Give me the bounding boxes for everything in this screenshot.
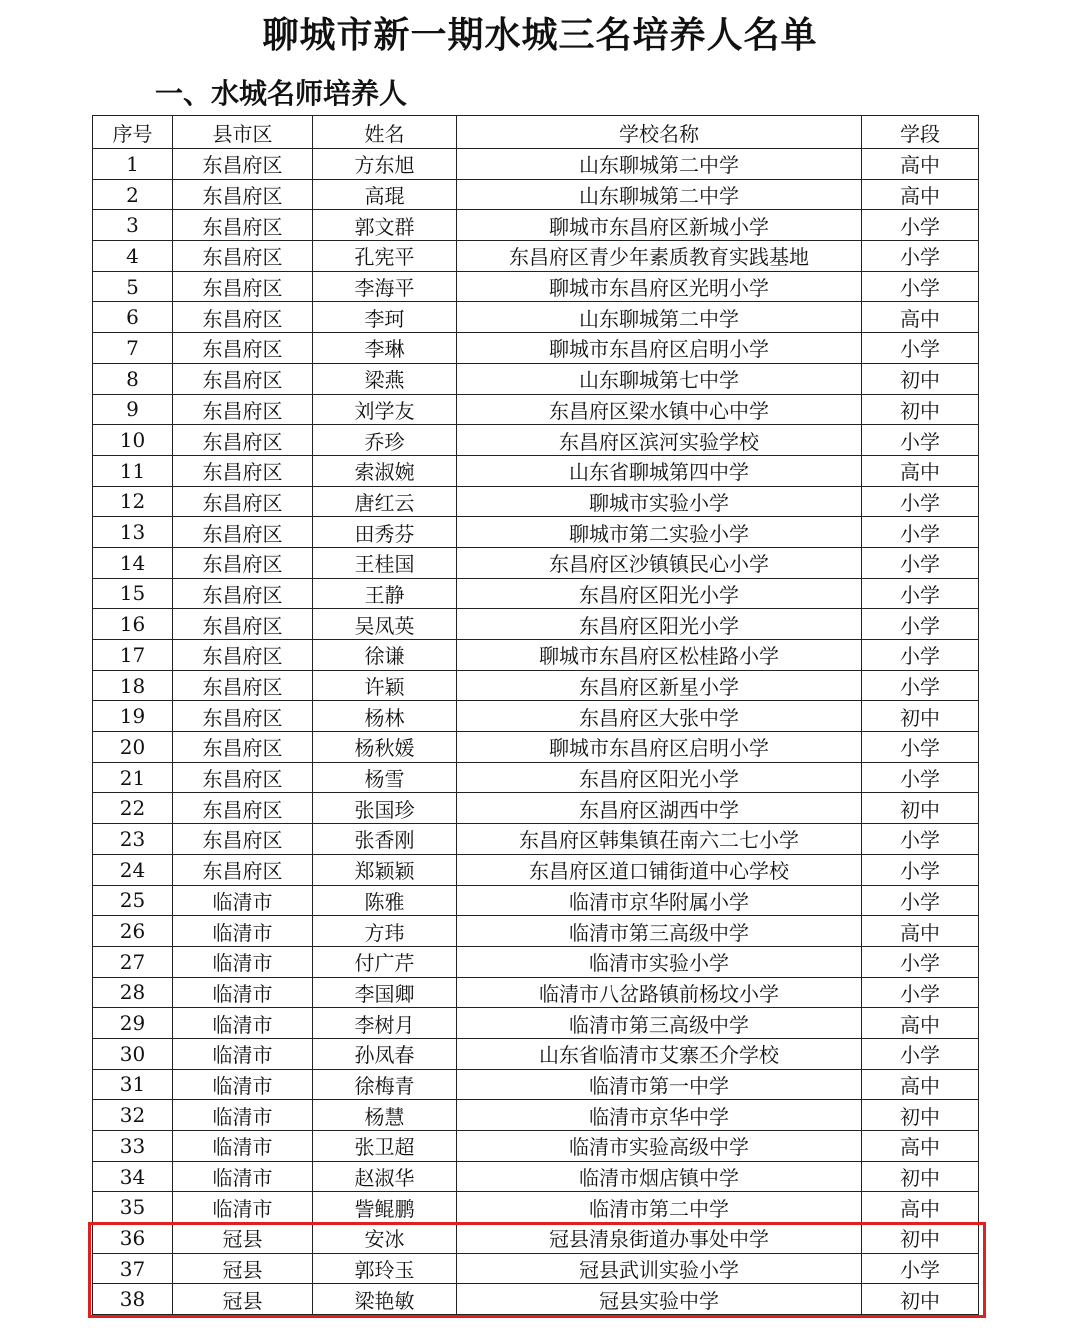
cell-school: 东昌府区新星小学 bbox=[457, 670, 862, 701]
cell-name: 方东旭 bbox=[313, 149, 457, 180]
cell-district: 东昌府区 bbox=[173, 241, 313, 272]
cell-stage: 小学 bbox=[862, 547, 979, 578]
table-row bbox=[93, 885, 979, 916]
cell-district: 东昌府区 bbox=[173, 701, 313, 732]
cell-stage: 小学 bbox=[862, 885, 979, 916]
table-body bbox=[93, 149, 979, 1315]
cell-school: 冠县实验中学 bbox=[457, 1284, 862, 1315]
cell-stage: 小学 bbox=[862, 1253, 979, 1284]
cell-name: 赵淑华 bbox=[313, 1161, 457, 1192]
table-row bbox=[93, 793, 979, 824]
cell-name: 陈雅 bbox=[313, 885, 457, 916]
table-row bbox=[93, 977, 979, 1008]
cell-stage: 小学 bbox=[862, 517, 979, 548]
table-row bbox=[93, 1192, 979, 1223]
cell-district: 临清市 bbox=[173, 1192, 313, 1223]
cell-school: 聊城市东昌府区松桂路小学 bbox=[457, 640, 862, 671]
table-row bbox=[93, 179, 979, 210]
table-row bbox=[93, 578, 979, 609]
header-school: 学校名称 bbox=[457, 116, 862, 149]
cell-index: 19 bbox=[93, 701, 173, 732]
cell-stage: 小学 bbox=[862, 333, 979, 364]
cell-name: 訾鲲鹏 bbox=[313, 1192, 457, 1223]
table-row bbox=[93, 670, 979, 701]
cell-index: 8 bbox=[93, 363, 173, 394]
cell-district: 东昌府区 bbox=[173, 854, 313, 885]
cell-name: 安冰 bbox=[313, 1223, 457, 1254]
cell-school: 东昌府区韩集镇茌南六二七小学 bbox=[457, 824, 862, 855]
cell-stage: 初中 bbox=[862, 363, 979, 394]
cell-school: 临清市实验小学 bbox=[457, 946, 862, 977]
table-row bbox=[93, 762, 979, 793]
cell-name: 李海平 bbox=[313, 271, 457, 302]
cell-index: 5 bbox=[93, 271, 173, 302]
cell-stage: 小学 bbox=[862, 609, 979, 640]
cell-name: 杨林 bbox=[313, 701, 457, 732]
table-row bbox=[93, 640, 979, 671]
table-row bbox=[93, 1131, 979, 1162]
cell-district: 东昌府区 bbox=[173, 179, 313, 210]
cell-district: 东昌府区 bbox=[173, 149, 313, 180]
cell-district: 东昌府区 bbox=[173, 394, 313, 425]
table-row bbox=[93, 1161, 979, 1192]
table-row bbox=[93, 946, 979, 977]
cell-name: 李琳 bbox=[313, 333, 457, 364]
cell-school: 山东聊城第二中学 bbox=[457, 179, 862, 210]
cell-stage: 高中 bbox=[862, 149, 979, 180]
cell-index: 16 bbox=[93, 609, 173, 640]
cell-name: 郑颖颖 bbox=[313, 854, 457, 885]
cell-name: 高琨 bbox=[313, 179, 457, 210]
cell-name: 张香刚 bbox=[313, 824, 457, 855]
cell-index: 37 bbox=[93, 1253, 173, 1284]
cell-district: 临清市 bbox=[173, 946, 313, 977]
cell-stage: 小学 bbox=[862, 210, 979, 241]
cell-name: 杨秋媛 bbox=[313, 732, 457, 763]
cell-stage: 高中 bbox=[862, 1192, 979, 1223]
table-row bbox=[93, 1284, 979, 1315]
cell-district: 东昌府区 bbox=[173, 670, 313, 701]
cell-school: 临清市烟店镇中学 bbox=[457, 1161, 862, 1192]
cell-index: 29 bbox=[93, 1008, 173, 1039]
cell-name: 孔宪平 bbox=[313, 241, 457, 272]
cell-index: 34 bbox=[93, 1161, 173, 1192]
cell-stage: 小学 bbox=[862, 732, 979, 763]
cell-index: 13 bbox=[93, 517, 173, 548]
cell-school: 临清市第三高级中学 bbox=[457, 916, 862, 947]
cell-school: 东昌府区阳光小学 bbox=[457, 609, 862, 640]
document-title: 聊城市新一期水城三名培养人名单 bbox=[262, 15, 818, 56]
cell-name: 刘学友 bbox=[313, 394, 457, 425]
cell-name: 杨雪 bbox=[313, 762, 457, 793]
cell-name: 唐红云 bbox=[313, 486, 457, 517]
cell-name: 李树月 bbox=[313, 1008, 457, 1039]
cell-school: 聊城市东昌府区光明小学 bbox=[457, 271, 862, 302]
cell-index: 22 bbox=[93, 793, 173, 824]
cell-index: 20 bbox=[93, 732, 173, 763]
cell-school: 山东省聊城第四中学 bbox=[457, 455, 862, 486]
cell-stage: 初中 bbox=[862, 1223, 979, 1254]
table-row bbox=[93, 1008, 979, 1039]
cell-school: 聊城市实验小学 bbox=[457, 486, 862, 517]
cell-district: 冠县 bbox=[173, 1223, 313, 1254]
section-heading: 一、水城名师培养人 bbox=[155, 77, 408, 110]
cell-index: 14 bbox=[93, 547, 173, 578]
cell-index: 7 bbox=[93, 333, 173, 364]
cell-school: 山东聊城第二中学 bbox=[457, 302, 862, 333]
table-row bbox=[93, 916, 979, 947]
cell-index: 23 bbox=[93, 824, 173, 855]
cell-district: 临清市 bbox=[173, 977, 313, 1008]
cell-district: 东昌府区 bbox=[173, 425, 313, 456]
cell-name: 索淑婉 bbox=[313, 455, 457, 486]
cell-district: 东昌府区 bbox=[173, 824, 313, 855]
cell-district: 东昌府区 bbox=[173, 578, 313, 609]
cell-index: 32 bbox=[93, 1100, 173, 1131]
cell-stage: 初中 bbox=[862, 701, 979, 732]
cell-name: 吴凤英 bbox=[313, 609, 457, 640]
table-row bbox=[93, 732, 979, 763]
cell-name: 王桂国 bbox=[313, 547, 457, 578]
roster-table bbox=[92, 115, 979, 1315]
cell-school: 临清市实验高级中学 bbox=[457, 1131, 862, 1162]
cell-index: 35 bbox=[93, 1192, 173, 1223]
table-row bbox=[93, 824, 979, 855]
cell-district: 东昌府区 bbox=[173, 271, 313, 302]
cell-district: 冠县 bbox=[173, 1284, 313, 1315]
cell-district: 东昌府区 bbox=[173, 762, 313, 793]
cell-school: 临清市第一中学 bbox=[457, 1069, 862, 1100]
table-row bbox=[93, 241, 979, 272]
cell-stage: 小学 bbox=[862, 578, 979, 609]
cell-index: 12 bbox=[93, 486, 173, 517]
cell-stage: 小学 bbox=[862, 854, 979, 885]
table-row bbox=[93, 425, 979, 456]
cell-stage: 小学 bbox=[862, 670, 979, 701]
cell-index: 31 bbox=[93, 1069, 173, 1100]
cell-school: 临清市第三高级中学 bbox=[457, 1008, 862, 1039]
cell-stage: 高中 bbox=[862, 1131, 979, 1162]
table-row bbox=[93, 333, 979, 364]
cell-name: 张卫超 bbox=[313, 1131, 457, 1162]
cell-index: 18 bbox=[93, 670, 173, 701]
cell-name: 王静 bbox=[313, 578, 457, 609]
cell-name: 李珂 bbox=[313, 302, 457, 333]
table-row bbox=[93, 1223, 979, 1254]
cell-stage: 高中 bbox=[862, 179, 979, 210]
cell-index: 28 bbox=[93, 977, 173, 1008]
cell-name: 梁艳敏 bbox=[313, 1284, 457, 1315]
cell-index: 11 bbox=[93, 455, 173, 486]
cell-school: 东昌府区滨河实验学校 bbox=[457, 425, 862, 456]
cell-index: 4 bbox=[93, 241, 173, 272]
table-row bbox=[93, 701, 979, 732]
cell-name: 徐谦 bbox=[313, 640, 457, 671]
cell-name: 徐梅青 bbox=[313, 1069, 457, 1100]
cell-school: 东昌府区沙镇镇民心小学 bbox=[457, 547, 862, 578]
table-row bbox=[93, 517, 979, 548]
cell-school: 山东聊城第二中学 bbox=[457, 149, 862, 180]
cell-stage: 小学 bbox=[862, 824, 979, 855]
cell-district: 东昌府区 bbox=[173, 302, 313, 333]
cell-school: 聊城市东昌府区启明小学 bbox=[457, 333, 862, 364]
table-row bbox=[93, 149, 979, 180]
cell-district: 临清市 bbox=[173, 1161, 313, 1192]
cell-district: 临清市 bbox=[173, 1069, 313, 1100]
cell-name: 李国卿 bbox=[313, 977, 457, 1008]
cell-district: 东昌府区 bbox=[173, 547, 313, 578]
table-row bbox=[93, 1253, 979, 1284]
cell-index: 6 bbox=[93, 302, 173, 333]
table-row bbox=[93, 271, 979, 302]
cell-name: 孙凤春 bbox=[313, 1038, 457, 1069]
cell-name: 杨慧 bbox=[313, 1100, 457, 1131]
table-row bbox=[93, 455, 979, 486]
cell-index: 36 bbox=[93, 1223, 173, 1254]
cell-district: 东昌府区 bbox=[173, 732, 313, 763]
cell-district: 临清市 bbox=[173, 1100, 313, 1131]
cell-school: 聊城市第二实验小学 bbox=[457, 517, 862, 548]
cell-stage: 小学 bbox=[862, 271, 979, 302]
cell-district: 临清市 bbox=[173, 1038, 313, 1069]
cell-school: 东昌府区大张中学 bbox=[457, 701, 862, 732]
cell-index: 1 bbox=[93, 149, 173, 180]
cell-school: 冠县武训实验小学 bbox=[457, 1253, 862, 1284]
cell-school: 临清市京华中学 bbox=[457, 1100, 862, 1131]
cell-name: 乔珍 bbox=[313, 425, 457, 456]
header-stage: 学段 bbox=[862, 116, 979, 149]
cell-index: 21 bbox=[93, 762, 173, 793]
cell-stage: 高中 bbox=[862, 302, 979, 333]
cell-index: 24 bbox=[93, 854, 173, 885]
header-index: 序号 bbox=[93, 116, 173, 149]
cell-district: 东昌府区 bbox=[173, 793, 313, 824]
cell-stage: 小学 bbox=[862, 425, 979, 456]
cell-school: 东昌府区湖西中学 bbox=[457, 793, 862, 824]
cell-school: 聊城市东昌府区新城小学 bbox=[457, 210, 862, 241]
cell-school: 临清市八岔路镇前杨坟小学 bbox=[457, 977, 862, 1008]
cell-school: 临清市第二中学 bbox=[457, 1192, 862, 1223]
table-row bbox=[93, 1100, 979, 1131]
table-row bbox=[93, 1038, 979, 1069]
cell-school: 冠县清泉街道办事处中学 bbox=[457, 1223, 862, 1254]
cell-stage: 初中 bbox=[862, 1161, 979, 1192]
table-row bbox=[93, 609, 979, 640]
cell-stage: 小学 bbox=[862, 640, 979, 671]
cell-district: 冠县 bbox=[173, 1253, 313, 1284]
cell-district: 临清市 bbox=[173, 916, 313, 947]
cell-school: 临清市京华附属小学 bbox=[457, 885, 862, 916]
cell-school: 东昌府区道口铺街道中心学校 bbox=[457, 854, 862, 885]
cell-index: 17 bbox=[93, 640, 173, 671]
cell-name: 田秀芬 bbox=[313, 517, 457, 548]
cell-school: 东昌府区梁水镇中心中学 bbox=[457, 394, 862, 425]
cell-index: 10 bbox=[93, 425, 173, 456]
cell-index: 26 bbox=[93, 916, 173, 947]
cell-district: 临清市 bbox=[173, 1008, 313, 1039]
cell-name: 梁燕 bbox=[313, 363, 457, 394]
cell-district: 临清市 bbox=[173, 1131, 313, 1162]
table-row bbox=[93, 1069, 979, 1100]
cell-district: 东昌府区 bbox=[173, 486, 313, 517]
cell-stage: 初中 bbox=[862, 1100, 979, 1131]
cell-index: 9 bbox=[93, 394, 173, 425]
table-row bbox=[93, 302, 979, 333]
cell-index: 3 bbox=[93, 210, 173, 241]
header-district: 县市区 bbox=[173, 116, 313, 149]
cell-district: 东昌府区 bbox=[173, 455, 313, 486]
cell-stage: 小学 bbox=[862, 486, 979, 517]
cell-stage: 小学 bbox=[862, 762, 979, 793]
cell-index: 27 bbox=[93, 946, 173, 977]
cell-district: 东昌府区 bbox=[173, 333, 313, 364]
table-row bbox=[93, 486, 979, 517]
table-row bbox=[93, 210, 979, 241]
cell-stage: 高中 bbox=[862, 1008, 979, 1039]
cell-stage: 小学 bbox=[862, 241, 979, 272]
cell-stage: 小学 bbox=[862, 1038, 979, 1069]
cell-school: 东昌府区青少年素质教育实践基地 bbox=[457, 241, 862, 272]
cell-name: 付广芹 bbox=[313, 946, 457, 977]
cell-stage: 小学 bbox=[862, 977, 979, 1008]
cell-name: 郭玲玉 bbox=[313, 1253, 457, 1284]
cell-name: 许颖 bbox=[313, 670, 457, 701]
cell-stage: 高中 bbox=[862, 455, 979, 486]
cell-district: 东昌府区 bbox=[173, 363, 313, 394]
cell-school: 山东省临清市艾寨丕介学校 bbox=[457, 1038, 862, 1069]
cell-stage: 初中 bbox=[862, 1284, 979, 1315]
cell-stage: 初中 bbox=[862, 394, 979, 425]
cell-district: 东昌府区 bbox=[173, 517, 313, 548]
cell-school: 山东聊城第七中学 bbox=[457, 363, 862, 394]
table-row bbox=[93, 854, 979, 885]
table-header-row bbox=[93, 116, 979, 149]
cell-index: 2 bbox=[93, 179, 173, 210]
cell-district: 东昌府区 bbox=[173, 210, 313, 241]
cell-stage: 高中 bbox=[862, 1069, 979, 1100]
cell-index: 38 bbox=[93, 1284, 173, 1315]
cell-index: 33 bbox=[93, 1131, 173, 1162]
header-name: 姓名 bbox=[313, 116, 457, 149]
cell-index: 30 bbox=[93, 1038, 173, 1069]
cell-district: 东昌府区 bbox=[173, 640, 313, 671]
cell-index: 15 bbox=[93, 578, 173, 609]
table-row bbox=[93, 363, 979, 394]
cell-name: 张国珍 bbox=[313, 793, 457, 824]
cell-stage: 初中 bbox=[862, 793, 979, 824]
cell-name: 郭文群 bbox=[313, 210, 457, 241]
table-row bbox=[93, 547, 979, 578]
cell-district: 东昌府区 bbox=[173, 609, 313, 640]
cell-stage: 高中 bbox=[862, 916, 979, 947]
cell-district: 临清市 bbox=[173, 885, 313, 916]
cell-index: 25 bbox=[93, 885, 173, 916]
cell-school: 聊城市东昌府区启明小学 bbox=[457, 732, 862, 763]
cell-stage: 小学 bbox=[862, 946, 979, 977]
cell-school: 东昌府区阳光小学 bbox=[457, 578, 862, 609]
cell-school: 东昌府区阳光小学 bbox=[457, 762, 862, 793]
cell-name: 方玮 bbox=[313, 916, 457, 947]
table-row bbox=[93, 394, 979, 425]
